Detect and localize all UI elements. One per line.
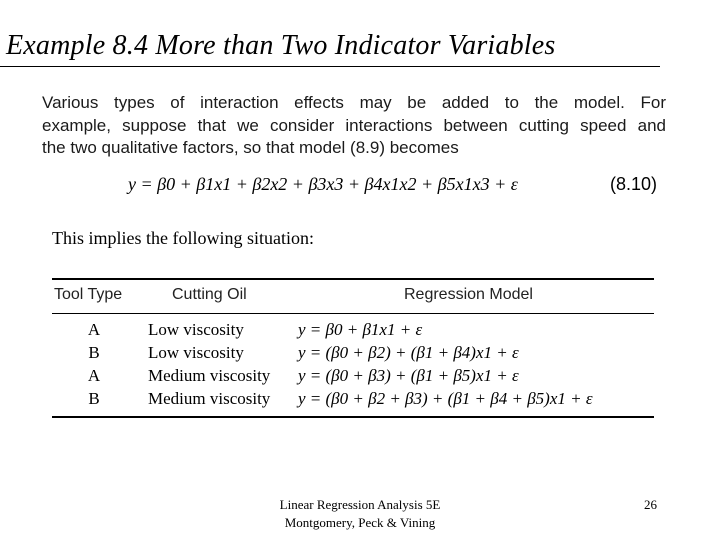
paragraph-line: example, suppose that we consider interactions between cutting speed and: [42, 115, 666, 135]
header-cutting-oil: Cutting Oil: [172, 286, 247, 303]
row4-model: y = (β0 + β2 + β3) + (β1 + β4 + β5)x1 + ε: [298, 389, 593, 408]
row2-oil: Low viscosity: [148, 343, 244, 362]
row2-model: y = (β0 + β2) + (β1 + β4)x1 + ε: [298, 343, 519, 362]
paragraph-line: the two qualitative factors, so that model (8.9) becomes: [42, 138, 459, 157]
row3-model: y = (β0 + β3) + (β1 + β5)x1 + ε: [298, 366, 519, 385]
row1-tool: A: [87, 320, 101, 339]
paragraph-line: Various types of interaction effects may be added to the model. For: [42, 93, 666, 112]
page-number: 26: [644, 497, 657, 512]
row1-model: y = β0 + β1x1 + ε: [298, 320, 423, 339]
slide-title: Example 8.4 More than Two Indicator Variables: [6, 30, 556, 61]
table-top-rule: [52, 278, 654, 280]
row3-oil: Medium viscosity: [148, 366, 271, 385]
model-equation: y = β0 + β1x1 + β2x2 + β3x3 + β4x1x2 + β5x1x3 + ε: [128, 174, 518, 194]
row4-tool: B: [88, 389, 100, 408]
footer: [0, 496, 720, 532]
footer-book-title: Linear Regression Analysis 5E: [279, 497, 441, 512]
table-header-rule: [52, 313, 654, 314]
header-regression-model: Regression Model: [404, 286, 533, 303]
equation-number: (8.10): [610, 174, 658, 194]
row3-tool: A: [87, 366, 101, 385]
table-bottom-rule: [52, 416, 654, 418]
row2-tool: B: [88, 343, 100, 362]
footer-authors: Montgomery, Peck & Vining: [284, 515, 436, 530]
implies-text: This implies the following situation:: [52, 228, 314, 248]
header-tool-type: Tool Type: [54, 286, 123, 303]
row4-oil: Medium viscosity: [148, 389, 271, 408]
row1-oil: Low viscosity: [148, 320, 244, 339]
title-underline: [0, 66, 660, 67]
intro-paragraph: [42, 92, 666, 160]
